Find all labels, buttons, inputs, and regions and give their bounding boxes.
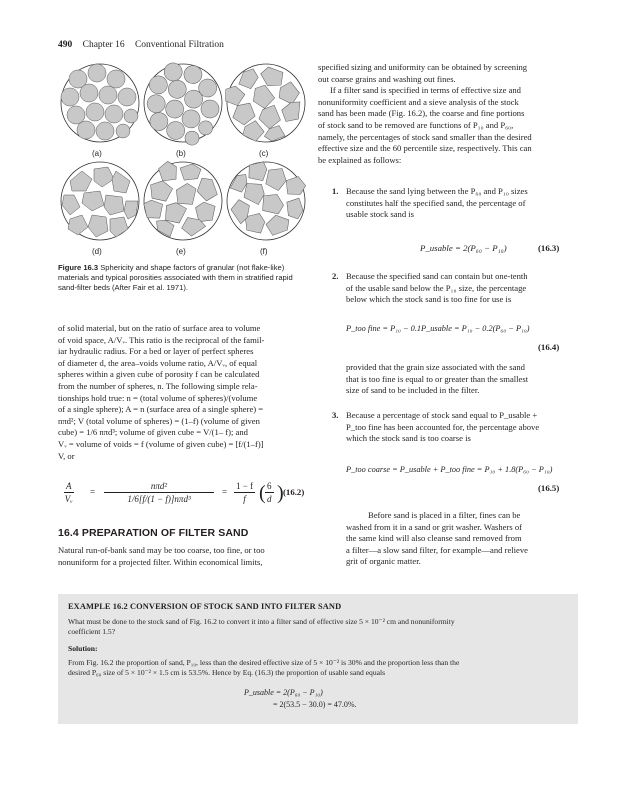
- text-line: constitutes half the specified sand, the percentage of: [346, 197, 526, 208]
- text-line: of diameter d, the area–voids volume ratio, A/Vᵥ, of equal: [58, 357, 258, 368]
- figure-caption: [58, 263, 308, 293]
- text-line: What must be done to the stock sand of Fig. 16.2 to convert it into a filter sand of effective size 5 × 10⁻² cm and nonuniformity: [68, 617, 455, 626]
- text-line: nonuniform for a projected filter. Within economical limits,: [58, 556, 263, 567]
- text-line: washed from it in a sand or grit washer. Washers of: [346, 521, 522, 532]
- text-line: be explained as follows:: [318, 154, 402, 165]
- equation-16-4: P_too fine = P₁₀ − 0.1P_usable = P₁₀ − 0.2(P₆₀ − P₁₀): [346, 324, 530, 333]
- text-line: If a filter sand is specified in terms of effective size and: [330, 85, 521, 96]
- grain-circle-c: [216, 60, 308, 154]
- text-line: nonuniformity coefficient and a sieve analysis of the stock: [318, 96, 519, 107]
- text-line: V, or: [58, 450, 75, 461]
- eq-equals-2: =: [222, 487, 228, 497]
- left-paragraph-2: [58, 545, 308, 568]
- solution-label: Solution:: [68, 644, 98, 653]
- eq-equals-1: =: [90, 487, 96, 497]
- example-question: [68, 617, 568, 637]
- example-equation-2: = 2(53.5 − 30.0) = 47.0%.: [273, 700, 357, 709]
- figure-label-a: (a): [92, 149, 102, 158]
- text-line: that is too fine is equal to or greater than the smallest: [346, 373, 529, 384]
- text-line: P_too fine has been accounted for, the percentage above: [346, 421, 540, 432]
- example-solution: [68, 658, 568, 678]
- closing-paragraph: [346, 510, 572, 568]
- eq-number-16-3: (16.3): [538, 243, 560, 253]
- text-line: Natural run-of-bank sand may be too coarse, too fine, or too: [58, 545, 265, 555]
- list-number: 1.: [332, 186, 339, 196]
- eq-paren-den: d: [267, 494, 272, 504]
- eq-lhs-fraction: [64, 481, 74, 504]
- figure-label-b: (b): [176, 149, 186, 158]
- text-line: Vᵥ = volume of voids = f (volume of given cube) = [f/(1–f)]: [58, 438, 264, 449]
- list-number: 3.: [332, 410, 339, 420]
- text-line: of stock sand to be removed are functions of P₁₀ and P₆₀,: [318, 119, 514, 130]
- chapter-label: Chapter 16: [82, 40, 125, 50]
- example-box: [58, 594, 578, 724]
- text-line: Because a percentage of stock sand equal to P_usable +: [346, 410, 538, 420]
- right-paragraph-intro: [318, 62, 570, 166]
- text-line: Because the sand lying between the P₆₀ and P₁₀ sizes: [346, 186, 528, 196]
- running-header: [58, 40, 224, 50]
- text-line: size of sand to be included in the filter.: [346, 385, 480, 396]
- example-title: EXAMPLE 16.2 CONVERSION OF STOCK SAND INTO FILTER SAND: [68, 602, 342, 611]
- eq-paren-fraction: [265, 481, 274, 504]
- text-line: iar hydraulic radius. For a bed or layer of perfect spheres: [58, 346, 254, 357]
- text-line: Before sand is placed in a filter, fines can be: [368, 510, 521, 520]
- eq-paren-close: ): [277, 482, 284, 504]
- text-line: From Fig. 16.2 the proportion of sand, P₁₀, less than the desired effective size of 5 × 10⁻² is 30% and the proportion less than the: [68, 658, 460, 667]
- text-line: of solid material, but on the ratio of surface area to volume: [58, 323, 261, 333]
- text-line: which the stock sand is too coarse is: [346, 433, 471, 444]
- text-line: desired P₆₀ size of 5 × 10⁻² × 1.5 cm is 53.5%. Hence by Eq. (16.3) the proportion of usable sand equals: [68, 668, 386, 677]
- list-item-2: [332, 271, 572, 307]
- chapter-title: Conventional Filtration: [134, 40, 224, 50]
- section-number: 16.4: [58, 527, 79, 539]
- eq-paren-num: 6: [267, 481, 272, 491]
- equation-16-5: P_too coarse = P_usable + P_too fine = P₁₀ + 1.8(P₆₀ − P₁₀): [346, 465, 553, 474]
- figure-label-e: (e): [176, 247, 186, 256]
- text-line: from the number of spheres, n. The following simple rela-: [58, 380, 258, 391]
- list-item-2-continuation: [346, 362, 572, 397]
- text-line: provided that the grain size associated with the sand: [346, 362, 525, 372]
- grain-circle-a: [61, 64, 139, 142]
- eq-number-16-4: (16.4): [538, 342, 560, 352]
- eq-mid-fraction: [104, 481, 214, 504]
- eq-right-fraction: [234, 481, 255, 504]
- text-line: usable stock sand is: [346, 209, 415, 220]
- grain-circle-e: [136, 153, 228, 248]
- section-heading: [58, 527, 248, 539]
- eq-number-16-2: (16.2): [283, 487, 305, 497]
- text-line: of a single sphere); A = n (surface area of a single sphere) =: [58, 404, 264, 415]
- eq-right-den: f: [243, 494, 246, 504]
- equation-16-3: P_usable = 2(P₆₀ − P₁₀): [420, 243, 507, 253]
- list-item-3: [332, 410, 572, 446]
- list-item-1: [332, 186, 572, 222]
- grain-circle-d: [61, 162, 139, 240]
- text-line: tionships hold true: n = (total volume of spheres)/(volume: [58, 392, 258, 403]
- text-line: of the usable sand below the P₁₀ size, the percentage: [346, 282, 527, 293]
- text-line: spheres within a given cube of porosity f can be calculated: [58, 369, 260, 380]
- figure-label-f: (f): [260, 247, 268, 256]
- eq-mid-den: 1/6[f/(1 − f)]nπd³: [127, 494, 191, 504]
- text-line: of void space, A/Vᵥ. This ratio is the reciprocal of the famil-: [58, 334, 265, 345]
- figure-grain-shapes: [58, 60, 308, 260]
- text-line: namely, the percentages of stock sand smaller than the desired: [318, 131, 532, 142]
- text-line: cube) = 1/6 nπd³; volume of given cube = V/(1– f); and: [58, 427, 248, 438]
- equation-16-2: [58, 475, 308, 515]
- text-line: below which the stock sand is too fine for use is: [346, 294, 512, 305]
- eq-lhs-num: A: [66, 481, 72, 491]
- text-line: a filter—a slow sand filter, for example—and relieve: [346, 544, 528, 555]
- eq-paren-open: (: [259, 482, 266, 504]
- figure-caption-label: Figure 16.3: [58, 263, 99, 272]
- figure-caption-text: Sphericity and shape factors of granular (not flake-like) materials and typical porosities associated with them in stratified rapid sand-filter beds (After Fair et al. 1971).: [58, 263, 293, 292]
- text-line: out coarse grains and washing out fines.: [318, 73, 456, 84]
- figure-label-c: (c): [259, 149, 269, 158]
- eq-right-num: 1 − f: [236, 481, 254, 491]
- text-line: Because the specified sand can contain but one-tenth: [346, 271, 528, 281]
- grain-circle-b: [132, 60, 234, 153]
- text-line: nπd²; V (total volume of spheres) = (1–f) (volume of given: [58, 415, 260, 426]
- text-line: coefficient 1.5?: [68, 627, 116, 636]
- section-title: PREPARATION OF FILTER SAND: [81, 527, 249, 539]
- text-line: effective size and the 60 percentile size, respectively. This can: [318, 143, 532, 154]
- eq-number-16-5: (16.5): [538, 483, 560, 493]
- text-line: sand has been made (Fig. 16.2), the coarse and fine portions: [318, 108, 525, 119]
- list-number: 2.: [332, 271, 339, 281]
- text-line: grit of organic matter.: [346, 556, 421, 567]
- grain-circle-f: [219, 154, 308, 246]
- example-equation-1: P_usable = 2(P₆₀ − P₁₀): [244, 688, 323, 697]
- page-number: 490: [58, 40, 73, 50]
- eq-lhs-den: Vᵥ: [64, 494, 73, 504]
- left-paragraph-1: [58, 323, 308, 462]
- text-line: specified sizing and uniformity can be obtained by screening: [318, 62, 528, 72]
- figure-label-d: (d): [92, 247, 102, 256]
- text-line: the same kind will also cleanse sand removed from: [346, 533, 522, 544]
- eq-mid-num: nπd²: [104, 481, 214, 493]
